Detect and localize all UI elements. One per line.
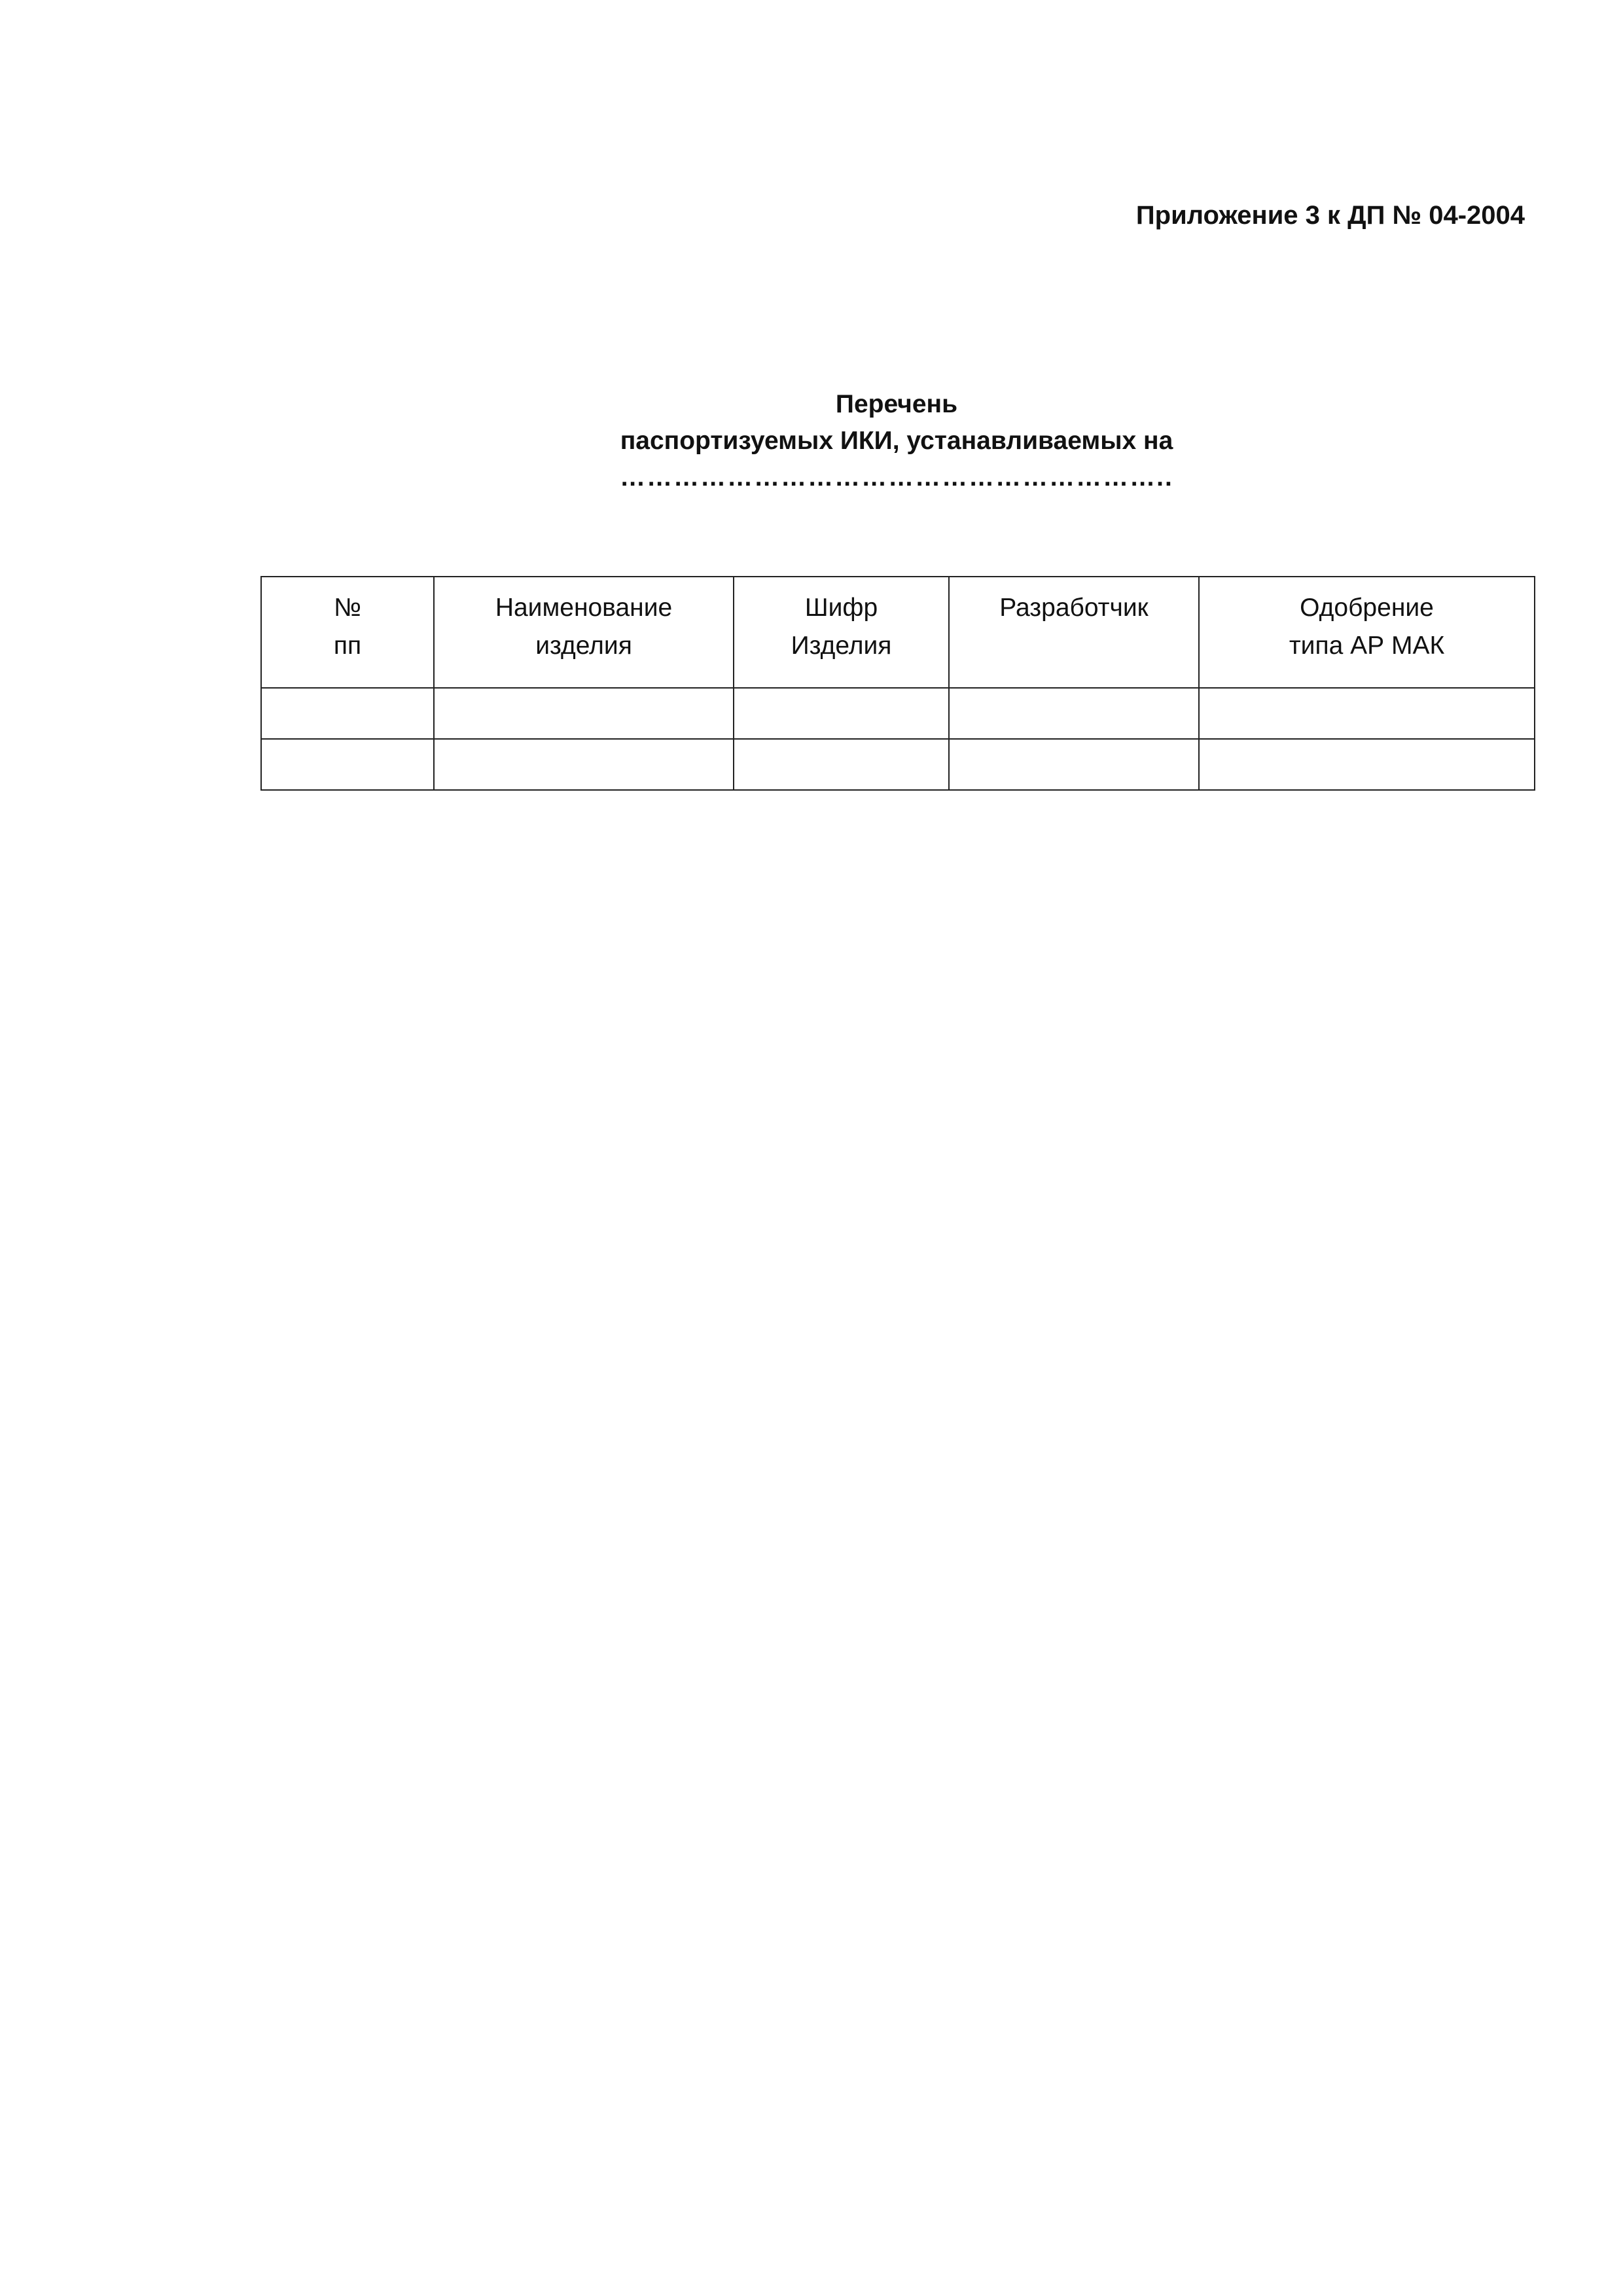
table-cell bbox=[434, 688, 734, 739]
table-cell bbox=[1199, 688, 1535, 739]
column-header-number: № пп bbox=[261, 577, 434, 688]
document-title bbox=[0, 386, 1623, 496]
table-row bbox=[261, 739, 1535, 790]
table-cell bbox=[949, 739, 1199, 790]
column-header-approval: Одобрение типа АР МАК bbox=[1199, 577, 1535, 688]
table-header-row bbox=[261, 577, 1535, 688]
table-cell bbox=[734, 688, 949, 739]
column-header-code: Шифр Изделия bbox=[734, 577, 949, 688]
items-table bbox=[260, 576, 1535, 791]
title-line-2: паспортизуемых ИКИ, устанавливаемых на bbox=[620, 427, 1173, 455]
table-cell bbox=[734, 739, 949, 790]
column-header-developer: Разработчик bbox=[949, 577, 1199, 688]
table-cell bbox=[261, 688, 434, 739]
column-header-name: Наименование изделия bbox=[434, 577, 734, 688]
title-line-1: Перечень bbox=[835, 390, 958, 418]
appendix-label: Приложение 3 к ДП № 04-2004 bbox=[1135, 201, 1525, 230]
table-cell bbox=[261, 739, 434, 790]
title-line-3: …………………………………………………….. bbox=[620, 463, 1173, 492]
table-row bbox=[261, 688, 1535, 739]
table-cell bbox=[434, 739, 734, 790]
table-cell bbox=[1199, 739, 1535, 790]
table-cell bbox=[949, 688, 1199, 739]
